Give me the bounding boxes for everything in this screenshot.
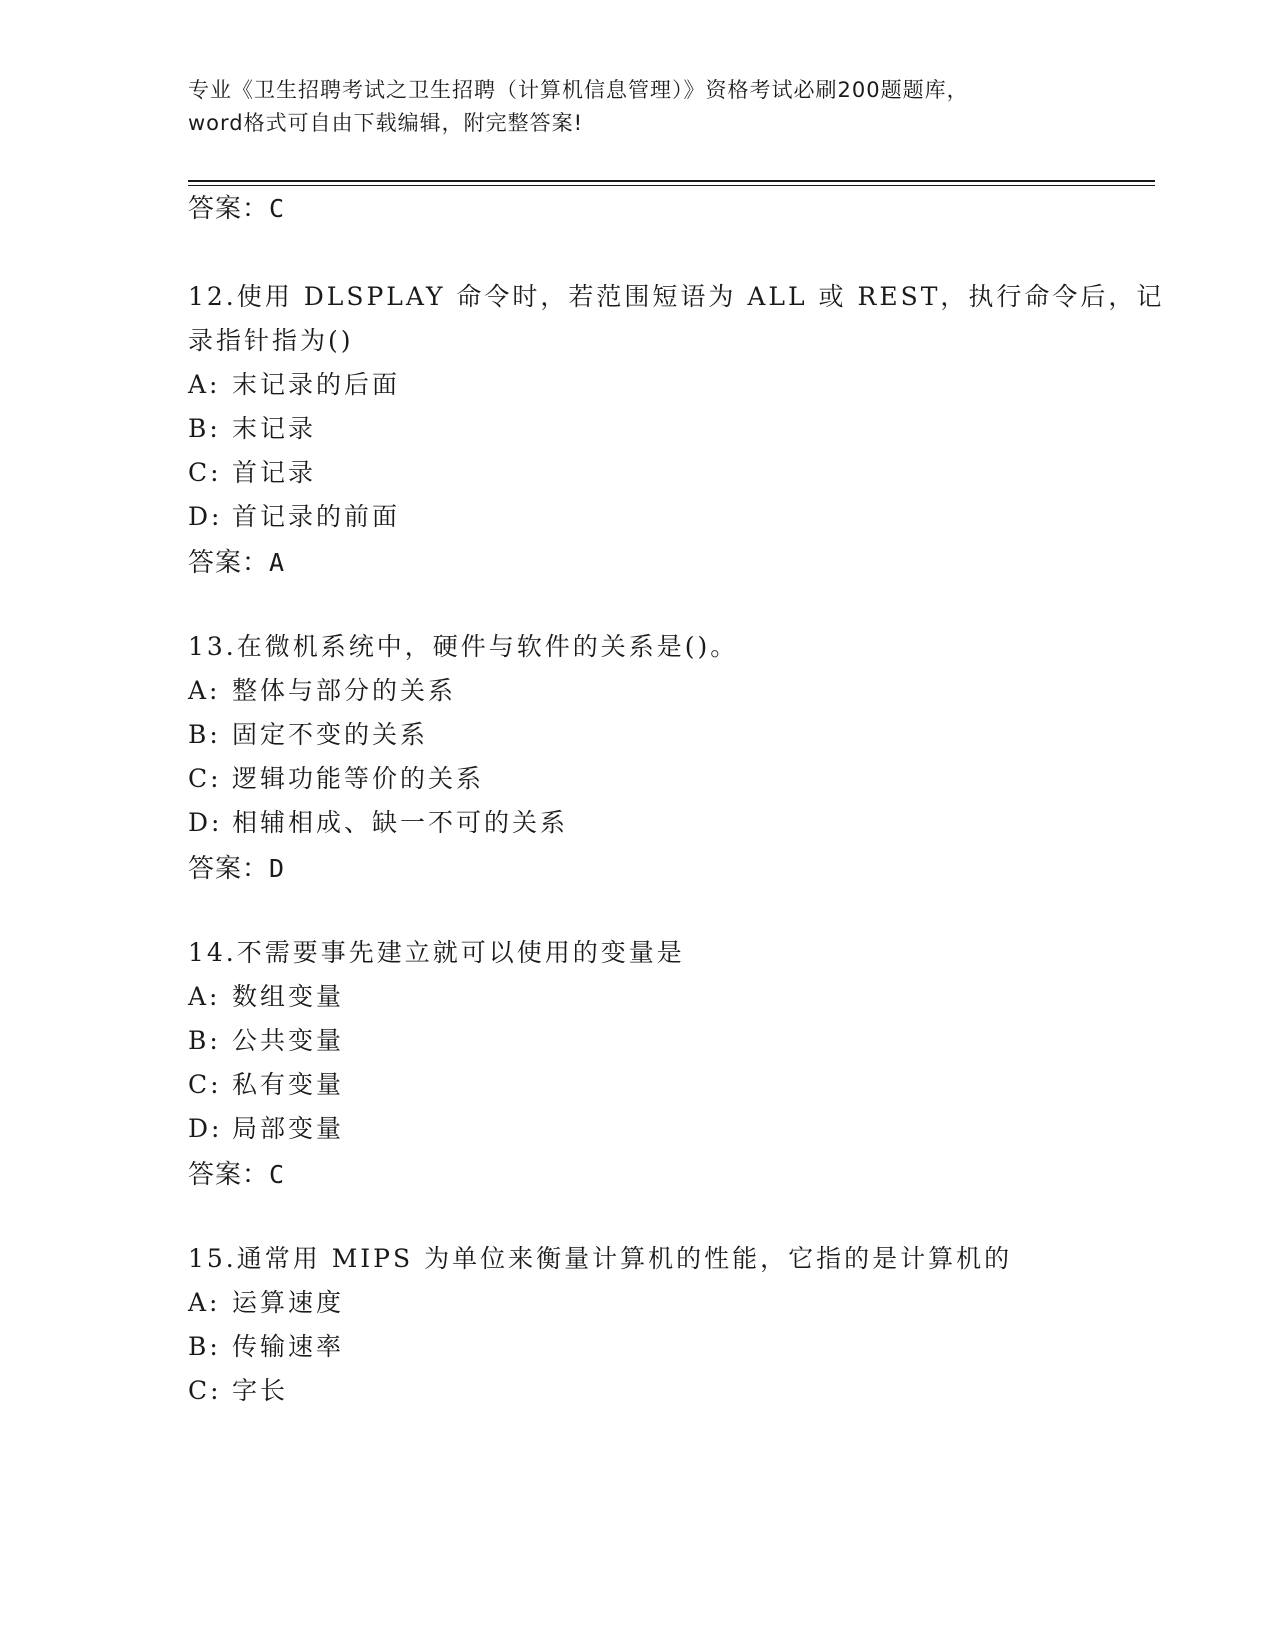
question-text-continued: 录指针指为(): [188, 326, 354, 355]
option-c: [188, 1374, 288, 1408]
question-text: 15.通常用 MIPS 为单位来衡量计算机的性能，它指的是计算机的: [188, 1244, 1013, 1273]
option-b: [188, 718, 428, 752]
option-letter: B:: [188, 414, 221, 443]
question-text: 14.不需要事先建立就可以使用的变量是: [188, 938, 685, 967]
option-a: [188, 674, 456, 708]
option-c: [188, 762, 484, 796]
answer-line: [188, 192, 285, 226]
option-text: 局部变量: [232, 1114, 345, 1143]
option-text: 数组变量: [232, 982, 345, 1011]
option-letter: B:: [188, 1332, 221, 1361]
option-text: 字长: [232, 1376, 289, 1405]
option-d: [188, 1112, 344, 1146]
option-c: [188, 1068, 344, 1102]
option-text: 首记录的前面: [232, 502, 401, 531]
option-text: 传输速率: [232, 1332, 345, 1361]
option-text: 固定不变的关系: [232, 720, 429, 749]
answer-value: C: [269, 1160, 286, 1189]
answer-line: [188, 546, 285, 580]
document-header: [188, 74, 1088, 140]
option-letter: D:: [188, 502, 223, 531]
option-text: 相辅相成、缺一不可的关系: [232, 808, 569, 837]
answer-line: [188, 852, 285, 886]
answer-value: C: [269, 194, 286, 223]
option-a: [188, 980, 344, 1014]
answer-line: [188, 1158, 285, 1192]
option-letter: C:: [188, 458, 222, 487]
option-text: 运算速度: [232, 1288, 345, 1317]
header-title-line: 专业《卫生招聘考试之卫生招聘（计算机信息管理）》资格考试必刷200题题库，: [188, 78, 969, 102]
option-text: 整体与部分的关系: [232, 676, 457, 705]
option-letter: D:: [188, 808, 223, 837]
option-text: 私有变量: [232, 1070, 345, 1099]
header-divider-thick: [188, 180, 1155, 182]
option-d: [188, 806, 568, 840]
option-letter: D:: [188, 1114, 223, 1143]
header-subtitle-line: word格式可自由下载编辑，附完整答案!: [188, 111, 584, 135]
option-text: 末记录: [232, 414, 317, 443]
answer-label: 答案：: [188, 194, 270, 224]
option-letter: B:: [188, 720, 221, 749]
question-text: 13.在微机系统中，硬件与软件的关系是()。: [188, 632, 739, 661]
answer-label: 答案：: [188, 548, 270, 578]
option-c: [188, 456, 316, 490]
answer-value: D: [269, 854, 286, 883]
option-letter: C:: [188, 1070, 222, 1099]
option-letter: A:: [188, 370, 221, 399]
option-text: 末记录的后面: [232, 370, 401, 399]
option-b: [188, 1024, 344, 1058]
answer-label: 答案：: [188, 1160, 270, 1190]
header-divider-thin: [188, 185, 1155, 186]
option-letter: A:: [188, 1288, 221, 1317]
option-letter: C:: [188, 764, 222, 793]
option-letter: A:: [188, 982, 221, 1011]
question-text: 12.使用 DLSPLAY 命令时，若范围短语为 ALL 或 REST，执行命令后，记: [188, 282, 1165, 311]
answer-label: 答案：: [188, 854, 270, 884]
option-text: 首记录: [232, 458, 317, 487]
option-a: [188, 1286, 344, 1320]
option-letter: A:: [188, 676, 221, 705]
option-text: 逻辑功能等价的关系: [232, 764, 485, 793]
option-letter: C:: [188, 1376, 222, 1405]
option-text: 公共变量: [232, 1026, 345, 1055]
option-b: [188, 1330, 344, 1364]
option-d: [188, 500, 400, 534]
answer-value: A: [269, 548, 286, 577]
option-a: [188, 368, 400, 402]
option-b: [188, 412, 316, 446]
option-letter: B:: [188, 1026, 221, 1055]
